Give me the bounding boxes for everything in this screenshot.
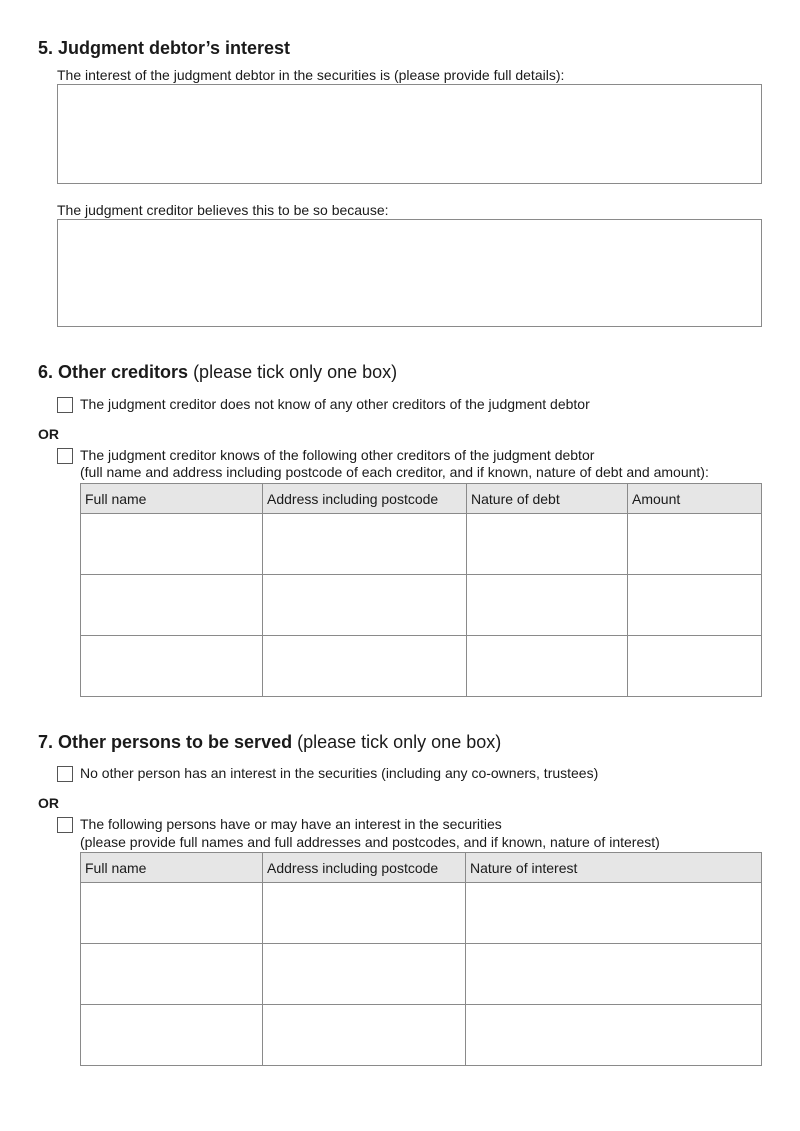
no-other-creditors-checkbox[interactable] <box>57 397 73 413</box>
or-label-section-7: OR <box>38 795 59 811</box>
table-cell[interactable] <box>466 1005 762 1066</box>
column-header: Address including postcode <box>263 853 466 883</box>
table-cell[interactable] <box>81 1005 263 1066</box>
column-header: Address including postcode <box>263 484 467 514</box>
other-persons-instructions: (please provide full names and full addresses and postcodes, and if known, nature of interest) <box>80 834 660 850</box>
section-6-heading <box>38 362 397 383</box>
table-cell[interactable] <box>263 575 467 636</box>
column-header: Full name <box>81 484 263 514</box>
table-cell[interactable] <box>263 944 466 1005</box>
column-header: Amount <box>628 484 762 514</box>
table-cell[interactable] <box>628 575 762 636</box>
table-cell[interactable] <box>466 883 762 944</box>
section-6-title: 6. Other creditors <box>38 362 189 382</box>
table-cell[interactable] <box>263 636 467 697</box>
other-creditors-checkbox[interactable] <box>57 448 73 464</box>
table-cell[interactable] <box>263 883 466 944</box>
column-header: Nature of interest <box>466 853 762 883</box>
table-cell[interactable] <box>81 514 263 575</box>
no-other-persons-checkbox[interactable] <box>57 766 73 782</box>
section-7-title: 7. Other persons to be served <box>38 732 293 752</box>
table-cell[interactable] <box>263 1005 466 1066</box>
creditor-belief-question: The judgment creditor believes this to be so because: <box>57 202 389 218</box>
section-6-note: (please tick only one box) <box>193 362 398 382</box>
no-other-persons-label: No other person has an interest in the securities (including any co-owners, trustees) <box>80 765 599 781</box>
table-cell[interactable] <box>466 944 762 1005</box>
persons-table-header-row <box>81 853 762 883</box>
other-creditors-label: The judgment creditor knows of the following other creditors of the judgment debtor <box>80 447 595 463</box>
table-cell[interactable] <box>263 514 467 575</box>
table-cell[interactable] <box>467 636 628 697</box>
section-7-heading <box>38 732 501 753</box>
section-7-note: (please tick only one box) <box>297 732 502 752</box>
table-cell[interactable] <box>81 944 263 1005</box>
creditors-table-header-row <box>81 484 762 514</box>
table-row <box>81 944 762 1005</box>
table-cell[interactable] <box>467 514 628 575</box>
table-cell[interactable] <box>628 514 762 575</box>
table-row <box>81 514 762 575</box>
table-row <box>81 575 762 636</box>
debtor-interest-textarea[interactable] <box>57 84 762 184</box>
other-persons-label: The following persons have or may have an interest in the securities <box>80 816 502 832</box>
table-cell[interactable] <box>81 575 263 636</box>
table-row <box>81 636 762 697</box>
column-header: Full name <box>81 853 263 883</box>
table-cell[interactable] <box>628 636 762 697</box>
table-cell[interactable] <box>81 636 263 697</box>
section-5-heading: 5. Judgment debtor’s interest <box>38 38 291 58</box>
table-cell[interactable] <box>81 883 263 944</box>
table-cell[interactable] <box>467 575 628 636</box>
persons-table <box>80 852 762 1066</box>
debtor-interest-question: The interest of the judgment debtor in the securities is (please provide full details): <box>57 67 565 83</box>
other-persons-checkbox[interactable] <box>57 817 73 833</box>
other-creditors-instructions: (full name and address including postcode of each creditor, and if known, nature of debt and amount): <box>80 464 709 480</box>
or-label-section-6: OR <box>38 426 59 442</box>
column-header: Nature of debt <box>467 484 628 514</box>
no-other-creditors-label: The judgment creditor does not know of any other creditors of the judgment debtor <box>80 396 590 412</box>
table-row <box>81 1005 762 1066</box>
table-row <box>81 883 762 944</box>
creditor-belief-textarea[interactable] <box>57 219 762 327</box>
creditors-table <box>80 483 762 697</box>
